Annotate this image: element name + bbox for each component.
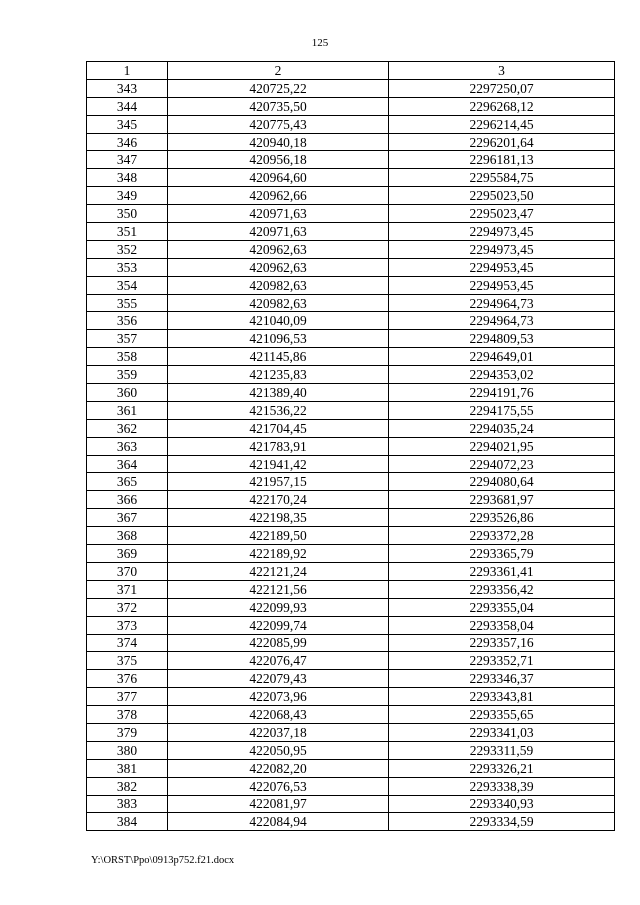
x-coordinate-cell: 421389,40 bbox=[168, 384, 389, 402]
point-number-cell: 361 bbox=[87, 401, 168, 419]
x-coordinate-cell: 422076,53 bbox=[168, 777, 389, 795]
x-coordinate-cell: 420962,66 bbox=[168, 187, 389, 205]
y-coordinate-cell: 2294021,95 bbox=[389, 437, 615, 455]
column-header-3: 3 bbox=[389, 62, 615, 80]
point-number-cell: 354 bbox=[87, 276, 168, 294]
x-coordinate-cell: 422170,24 bbox=[168, 491, 389, 509]
table-row bbox=[87, 562, 615, 580]
point-number-cell: 346 bbox=[87, 133, 168, 151]
point-number-cell: 380 bbox=[87, 741, 168, 759]
table-row bbox=[87, 652, 615, 670]
table-row bbox=[87, 437, 615, 455]
y-coordinate-cell: 2294953,45 bbox=[389, 258, 615, 276]
table-row bbox=[87, 545, 615, 563]
table-row bbox=[87, 294, 615, 312]
table-row bbox=[87, 634, 615, 652]
point-number-cell: 376 bbox=[87, 670, 168, 688]
y-coordinate-cell: 2293311,59 bbox=[389, 741, 615, 759]
point-number-cell: 379 bbox=[87, 723, 168, 741]
y-coordinate-cell: 2294072,23 bbox=[389, 455, 615, 473]
point-number-cell: 351 bbox=[87, 223, 168, 241]
x-coordinate-cell: 422198,35 bbox=[168, 509, 389, 527]
x-coordinate-cell: 422099,74 bbox=[168, 616, 389, 634]
point-number-cell: 368 bbox=[87, 527, 168, 545]
x-coordinate-cell: 422084,94 bbox=[168, 813, 389, 831]
footer-file-path: Y:\ORST\Ppo\0913p752.f21.docx bbox=[91, 855, 235, 866]
point-number-cell: 344 bbox=[87, 97, 168, 115]
table-row bbox=[87, 330, 615, 348]
x-coordinate-cell: 420725,22 bbox=[168, 79, 389, 97]
y-coordinate-cell: 2294809,53 bbox=[389, 330, 615, 348]
y-coordinate-cell: 2293346,37 bbox=[389, 670, 615, 688]
y-coordinate-cell: 2293340,93 bbox=[389, 795, 615, 813]
y-coordinate-cell: 2294175,55 bbox=[389, 401, 615, 419]
table-row bbox=[87, 473, 615, 491]
table-row bbox=[87, 223, 615, 241]
y-coordinate-cell: 2293343,81 bbox=[389, 688, 615, 706]
y-coordinate-cell: 2295023,50 bbox=[389, 187, 615, 205]
table-row bbox=[87, 670, 615, 688]
x-coordinate-cell: 420964,60 bbox=[168, 169, 389, 187]
x-coordinate-cell: 422081,97 bbox=[168, 795, 389, 813]
table-row bbox=[87, 348, 615, 366]
table-header-row bbox=[87, 62, 615, 80]
table-row bbox=[87, 706, 615, 724]
point-number-cell: 348 bbox=[87, 169, 168, 187]
x-coordinate-cell: 422189,92 bbox=[168, 545, 389, 563]
x-coordinate-cell: 420962,63 bbox=[168, 258, 389, 276]
x-coordinate-cell: 421096,53 bbox=[168, 330, 389, 348]
x-coordinate-cell: 422068,43 bbox=[168, 706, 389, 724]
point-number-cell: 345 bbox=[87, 115, 168, 133]
x-coordinate-cell: 422079,43 bbox=[168, 670, 389, 688]
table-row bbox=[87, 759, 615, 777]
point-number-cell: 347 bbox=[87, 151, 168, 169]
table-row bbox=[87, 419, 615, 437]
table-row bbox=[87, 688, 615, 706]
x-coordinate-cell: 422085,99 bbox=[168, 634, 389, 652]
point-number-cell: 369 bbox=[87, 545, 168, 563]
table-row bbox=[87, 723, 615, 741]
y-coordinate-cell: 2293365,79 bbox=[389, 545, 615, 563]
y-coordinate-cell: 2293681,97 bbox=[389, 491, 615, 509]
table-row bbox=[87, 151, 615, 169]
point-number-cell: 349 bbox=[87, 187, 168, 205]
x-coordinate-cell: 420982,63 bbox=[168, 294, 389, 312]
column-header-1: 1 bbox=[87, 62, 168, 80]
point-number-cell: 356 bbox=[87, 312, 168, 330]
table-row bbox=[87, 133, 615, 151]
y-coordinate-cell: 2293526,86 bbox=[389, 509, 615, 527]
y-coordinate-cell: 2293356,42 bbox=[389, 580, 615, 598]
table-row bbox=[87, 491, 615, 509]
y-coordinate-cell: 2294973,45 bbox=[389, 223, 615, 241]
x-coordinate-cell: 422037,18 bbox=[168, 723, 389, 741]
point-number-cell: 374 bbox=[87, 634, 168, 652]
x-coordinate-cell: 420956,18 bbox=[168, 151, 389, 169]
table-row bbox=[87, 205, 615, 223]
x-coordinate-cell: 421957,15 bbox=[168, 473, 389, 491]
point-number-cell: 352 bbox=[87, 240, 168, 258]
point-number-cell: 343 bbox=[87, 79, 168, 97]
point-number-cell: 375 bbox=[87, 652, 168, 670]
point-number-cell: 377 bbox=[87, 688, 168, 706]
table-row bbox=[87, 795, 615, 813]
y-coordinate-cell: 2295023,47 bbox=[389, 205, 615, 223]
table-row bbox=[87, 509, 615, 527]
x-coordinate-cell: 421941,42 bbox=[168, 455, 389, 473]
y-coordinate-cell: 2293355,04 bbox=[389, 598, 615, 616]
point-number-cell: 373 bbox=[87, 616, 168, 634]
point-number-cell: 364 bbox=[87, 455, 168, 473]
y-coordinate-cell: 2293357,16 bbox=[389, 634, 615, 652]
x-coordinate-cell: 421536,22 bbox=[168, 401, 389, 419]
table-row bbox=[87, 580, 615, 598]
table-row bbox=[87, 527, 615, 545]
x-coordinate-cell: 420775,43 bbox=[168, 115, 389, 133]
table-row bbox=[87, 312, 615, 330]
point-number-cell: 350 bbox=[87, 205, 168, 223]
x-coordinate-cell: 421704,45 bbox=[168, 419, 389, 437]
point-number-cell: 355 bbox=[87, 294, 168, 312]
y-coordinate-cell: 2293372,28 bbox=[389, 527, 615, 545]
x-coordinate-cell: 422073,96 bbox=[168, 688, 389, 706]
point-number-cell: 371 bbox=[87, 580, 168, 598]
y-coordinate-cell: 2294973,45 bbox=[389, 240, 615, 258]
y-coordinate-cell: 2296181,13 bbox=[389, 151, 615, 169]
point-number-cell: 378 bbox=[87, 706, 168, 724]
y-coordinate-cell: 2293338,39 bbox=[389, 777, 615, 795]
y-coordinate-cell: 2293352,71 bbox=[389, 652, 615, 670]
table-row bbox=[87, 97, 615, 115]
x-coordinate-cell: 421145,86 bbox=[168, 348, 389, 366]
x-coordinate-cell: 421040,09 bbox=[168, 312, 389, 330]
y-coordinate-cell: 2297250,07 bbox=[389, 79, 615, 97]
point-number-cell: 363 bbox=[87, 437, 168, 455]
y-coordinate-cell: 2294353,02 bbox=[389, 366, 615, 384]
x-coordinate-cell: 421783,91 bbox=[168, 437, 389, 455]
y-coordinate-cell: 2294080,64 bbox=[389, 473, 615, 491]
table-row bbox=[87, 455, 615, 473]
x-coordinate-cell: 420971,63 bbox=[168, 223, 389, 241]
x-coordinate-cell: 422189,50 bbox=[168, 527, 389, 545]
table-row bbox=[87, 401, 615, 419]
x-coordinate-cell: 422099,93 bbox=[168, 598, 389, 616]
column-header-2: 2 bbox=[168, 62, 389, 80]
y-coordinate-cell: 2294964,73 bbox=[389, 312, 615, 330]
y-coordinate-cell: 2294035,24 bbox=[389, 419, 615, 437]
x-coordinate-cell: 422076,47 bbox=[168, 652, 389, 670]
y-coordinate-cell: 2293358,04 bbox=[389, 616, 615, 634]
point-number-cell: 358 bbox=[87, 348, 168, 366]
point-number-cell: 372 bbox=[87, 598, 168, 616]
table-row bbox=[87, 276, 615, 294]
x-coordinate-cell: 422082,20 bbox=[168, 759, 389, 777]
y-coordinate-cell: 2295584,75 bbox=[389, 169, 615, 187]
table-row bbox=[87, 79, 615, 97]
table-row bbox=[87, 115, 615, 133]
x-coordinate-cell: 420971,63 bbox=[168, 205, 389, 223]
table-row bbox=[87, 169, 615, 187]
point-number-cell: 353 bbox=[87, 258, 168, 276]
table-body bbox=[87, 79, 615, 830]
x-coordinate-cell: 422121,24 bbox=[168, 562, 389, 580]
table-row bbox=[87, 616, 615, 634]
x-coordinate-cell: 422050,95 bbox=[168, 741, 389, 759]
table-row bbox=[87, 258, 615, 276]
y-coordinate-cell: 2293341,03 bbox=[389, 723, 615, 741]
y-coordinate-cell: 2294191,76 bbox=[389, 384, 615, 402]
point-number-cell: 370 bbox=[87, 562, 168, 580]
point-number-cell: 384 bbox=[87, 813, 168, 831]
point-number-cell: 365 bbox=[87, 473, 168, 491]
y-coordinate-cell: 2293326,21 bbox=[389, 759, 615, 777]
x-coordinate-cell: 420735,50 bbox=[168, 97, 389, 115]
table-row bbox=[87, 187, 615, 205]
point-number-cell: 382 bbox=[87, 777, 168, 795]
table-row bbox=[87, 741, 615, 759]
y-coordinate-cell: 2296201,64 bbox=[389, 133, 615, 151]
table-row bbox=[87, 240, 615, 258]
point-number-cell: 357 bbox=[87, 330, 168, 348]
table-row bbox=[87, 813, 615, 831]
table-row bbox=[87, 384, 615, 402]
point-number-cell: 383 bbox=[87, 795, 168, 813]
y-coordinate-cell: 2296214,45 bbox=[389, 115, 615, 133]
point-number-cell: 366 bbox=[87, 491, 168, 509]
page-number: 125 bbox=[311, 37, 329, 49]
coordinates-table bbox=[86, 61, 615, 831]
table-row bbox=[87, 366, 615, 384]
table-row bbox=[87, 598, 615, 616]
table-row bbox=[87, 777, 615, 795]
point-number-cell: 381 bbox=[87, 759, 168, 777]
y-coordinate-cell: 2296268,12 bbox=[389, 97, 615, 115]
y-coordinate-cell: 2294953,45 bbox=[389, 276, 615, 294]
point-number-cell: 367 bbox=[87, 509, 168, 527]
y-coordinate-cell: 2293361,41 bbox=[389, 562, 615, 580]
y-coordinate-cell: 2294964,73 bbox=[389, 294, 615, 312]
point-number-cell: 362 bbox=[87, 419, 168, 437]
x-coordinate-cell: 420940,18 bbox=[168, 133, 389, 151]
point-number-cell: 360 bbox=[87, 384, 168, 402]
x-coordinate-cell: 420982,63 bbox=[168, 276, 389, 294]
y-coordinate-cell: 2293355,65 bbox=[389, 706, 615, 724]
x-coordinate-cell: 422121,56 bbox=[168, 580, 389, 598]
point-number-cell: 359 bbox=[87, 366, 168, 384]
x-coordinate-cell: 420962,63 bbox=[168, 240, 389, 258]
x-coordinate-cell: 421235,83 bbox=[168, 366, 389, 384]
y-coordinate-cell: 2293334,59 bbox=[389, 813, 615, 831]
y-coordinate-cell: 2294649,01 bbox=[389, 348, 615, 366]
